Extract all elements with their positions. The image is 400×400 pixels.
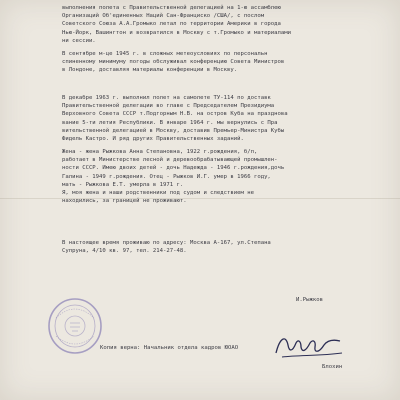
text-line: вительственной делегацией в Москву, доставив Премьер-Министра Кубы (62, 127, 285, 134)
text-line: Я, моя жена и наши родственники под судом и следствием не (62, 189, 254, 196)
paragraph-cuba-flight (62, 94, 288, 143)
paragraph-family (62, 148, 284, 205)
paragraph-un-assembly (62, 4, 291, 45)
official-stamp-seal (46, 296, 104, 356)
paragraph-london-conference (62, 50, 284, 75)
text-line: Галина - 1949 г.рождения. Отец - Рыжков И.Г. умер в 1966 году, (62, 173, 271, 180)
text-line: работает в Министерстве лесной и деревообрабатывающей промышлен- (62, 157, 278, 164)
copy-certification-line: Копия верна: Начальник отдела кадров ЮОАО (100, 345, 239, 351)
text-line: ности СССР. Имею двоих детей - дочь Надежда - 1946 г.рождения,дочь (62, 165, 285, 172)
handwritten-signature (270, 331, 350, 361)
text-line: Нью-Йорк, Вашингтон и возвратился в Москву с т.Громыко и материалами (62, 29, 292, 36)
text-line: выполнения полета с Правительственной делегацией на 1-ю ассамблею (62, 5, 281, 11)
text-line: в Лондоне, доставляя материалы конференции в Москву. (62, 67, 238, 74)
certifier-name: Блохин (322, 364, 343, 370)
text-line: Супруна, 4/10 кв. 97, тел. 214-27-48. (62, 248, 187, 255)
text-line: Фидель Кастро. И ряд других Правительственных заданий. (62, 135, 244, 142)
author-signature-name: И.Рыжков (296, 297, 323, 303)
text-line: находились, за границей не проживают. (62, 198, 187, 205)
text-line: Жена - жена Рыжкова Анна Степановна, 1922 г.рождения, б/п, (62, 149, 258, 155)
text-line: В настоящее время проживаю по адресу: Москва А-167, ул.Степана (62, 240, 271, 246)
text-line: мать - Рыжкова Е.Т. умерла в 1971 г. (62, 181, 184, 188)
text-line: Советского Союза А.А.Громыко летал по территории Америки в города (62, 21, 281, 28)
text-line: вание 5-ти летия Республики. В январе 1964 г. мы вернулись с Пра (62, 119, 278, 126)
text-line: Правительственной делегации во главе с Председателем Президиума (62, 103, 275, 110)
text-line: В декабре 1963 г. выполнил полет на самолете ТУ-114 по доставк (62, 95, 271, 101)
text-line: ни сессии. (62, 37, 96, 44)
text-line: Верховного Совета СССР т.Подгорным Н.В. на остров Куба на празднова (62, 111, 288, 118)
paragraph-address (62, 239, 271, 255)
text-line: спиненному минимуму погоды обслуживал конференцию Совета Министров (62, 59, 285, 66)
text-line: В сентябре м-це 1945 г. в сложных метеоусловиях по персональн (62, 51, 268, 57)
text-line: Организаций Об'единенных Наций Сан-Франциско /США/, с послом (62, 13, 265, 20)
